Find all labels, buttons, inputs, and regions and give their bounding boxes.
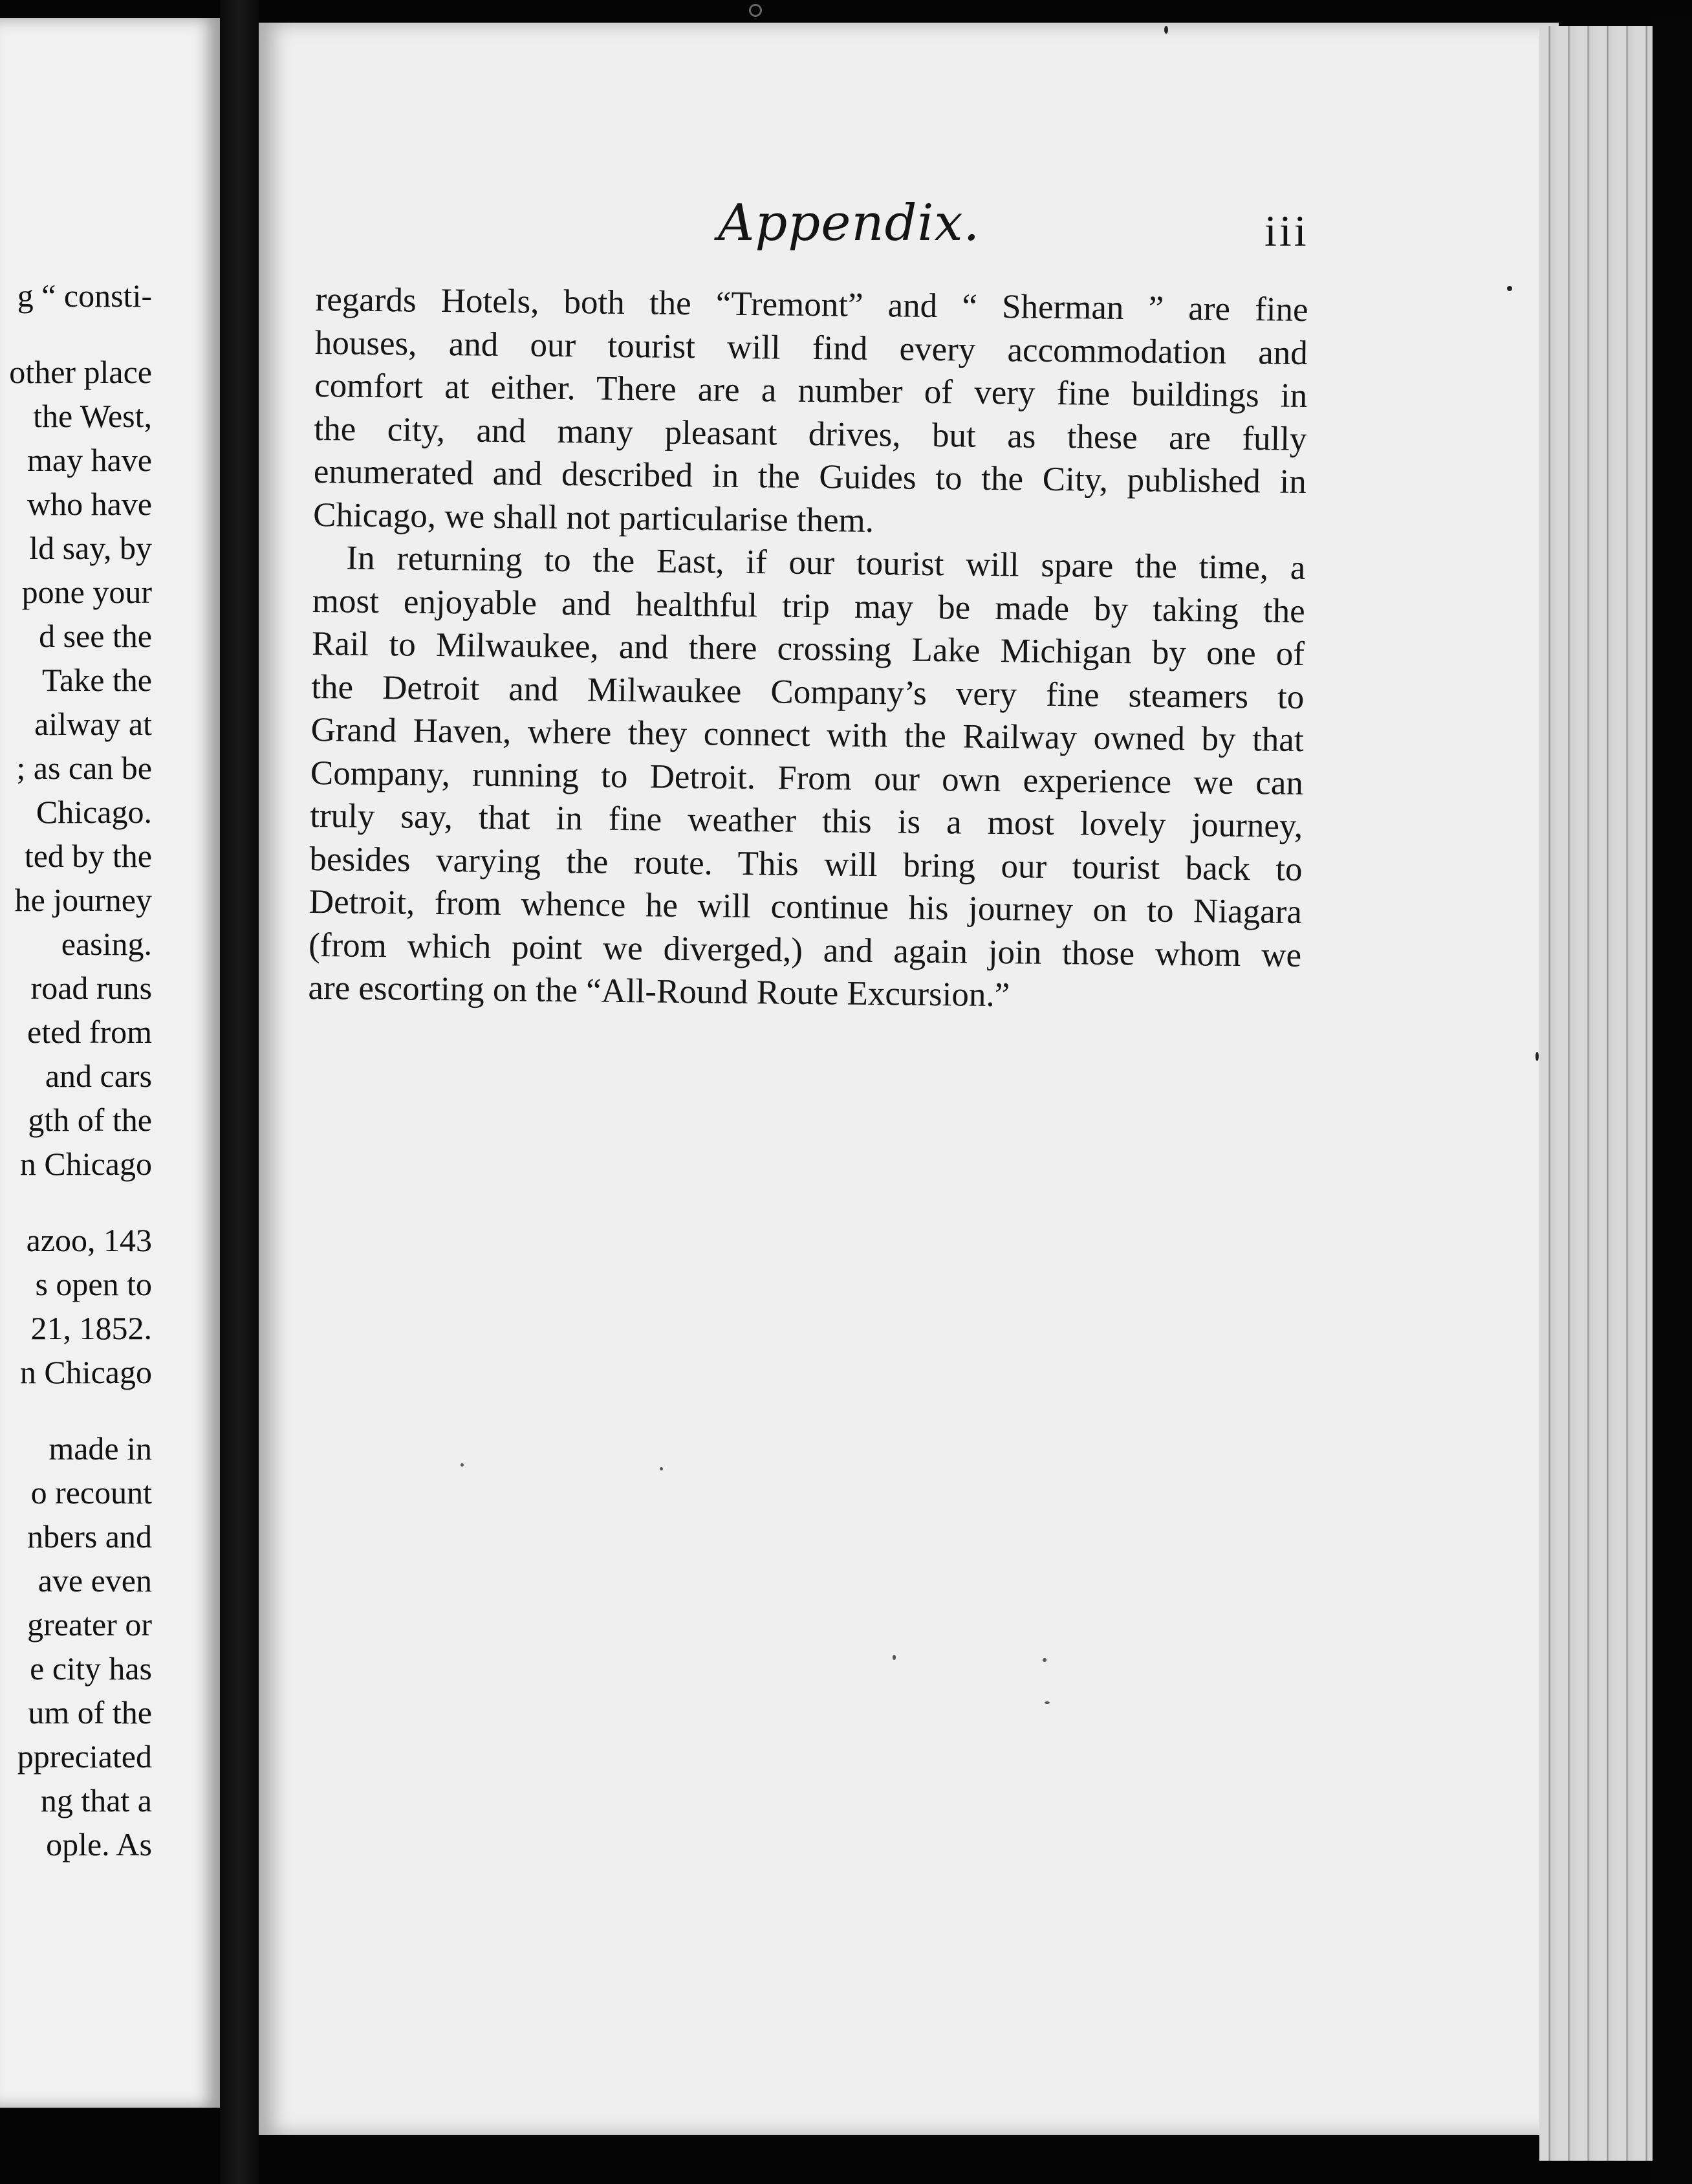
left-page-line: o recount — [30, 1474, 152, 1511]
left-page-line: ng that a — [40, 1782, 152, 1818]
left-page-line: n Chicago — [19, 1146, 152, 1182]
left-page-line: azoo, 143 — [26, 1222, 152, 1258]
left-page-line — [0, 318, 152, 350]
left-page-line: g “ consti- — [17, 278, 152, 314]
paragraph-1 — [313, 278, 1308, 547]
left-page-line: greater or — [27, 1606, 152, 1643]
text-line: are escorting on the “All-Round Route Excursion.” — [308, 968, 1010, 1014]
speck — [1164, 26, 1168, 34]
left-page-line: d see the — [39, 618, 152, 654]
text-line: besides varying the route. This will bring our tourist back to — [309, 840, 1303, 888]
left-page-line: ppreciated — [17, 1738, 152, 1774]
text-line: the city, and many pleasant drives, but as these are fully — [314, 410, 1307, 458]
running-head: Appendix. — [718, 194, 981, 252]
left-page-line: ted by the — [24, 838, 152, 874]
left-page-line: eted from — [27, 1014, 152, 1050]
text-line: Rail to Milwaukee, and there crossing Lake Michigan by one of — [311, 624, 1305, 673]
text-line: Company, running to Detroit. From our own experience we can — [310, 754, 1304, 802]
speck — [1535, 1052, 1539, 1061]
speck — [893, 1655, 896, 1660]
left-page-line: ; as can be — [16, 750, 152, 786]
left-page-line: ave even — [38, 1562, 152, 1599]
text-line: most enjoyable and healthful trip may be made by taking the — [312, 582, 1305, 630]
left-page-line: um of the — [28, 1694, 152, 1731]
text-line: enumerated and described in the Guides to the City, published in — [313, 452, 1307, 501]
text-line: regards Hotels, both the “Tremont” and “ Sherman ” are fine — [315, 280, 1308, 329]
speck — [660, 1467, 663, 1470]
text-line: Grand Haven, where they connect with the Railway owned by that — [310, 710, 1304, 759]
speck — [1043, 1658, 1047, 1662]
left-page-line — [0, 1186, 152, 1218]
left-page-line: Chicago. — [36, 794, 152, 830]
book-gutter — [220, 0, 259, 2184]
text-line: the Detroit and Milwaukee Company’s very fine steamers to — [311, 668, 1305, 716]
left-page-line: gth of the — [28, 1102, 152, 1138]
left-page-line: easing. — [61, 926, 152, 962]
page-edges — [1539, 26, 1658, 2161]
left-page-line: 21, 1852. — [30, 1310, 152, 1346]
left-page-line: made in — [49, 1430, 152, 1467]
text-line: truly say, that in fine weather this is a most lovely journey, — [309, 796, 1303, 846]
left-page-line: other place — [9, 354, 152, 390]
left-page-text — [0, 274, 152, 1866]
left-page-line: may have — [27, 442, 152, 478]
left-page-line: road runs — [30, 970, 152, 1006]
page-number: iii — [1264, 206, 1309, 256]
left-page-line: ld say, by — [29, 530, 152, 566]
left-page-line: who have — [27, 486, 152, 522]
text-line: (from which point we diverged,) and again join those whom we — [308, 926, 1302, 974]
left-page-line: e city has — [30, 1650, 152, 1687]
speck — [1507, 286, 1512, 291]
left-page-line — [0, 1394, 152, 1426]
left-page-line: and cars — [45, 1058, 152, 1094]
left-page-line: ailway at — [34, 706, 152, 742]
text-line: comfort at either. There are a number of very fine buildings in — [314, 366, 1308, 415]
left-page-line: the West, — [33, 398, 152, 434]
page-edge-shadow — [1653, 19, 1692, 2184]
left-page-line: ople. As — [46, 1826, 152, 1862]
body-text — [308, 278, 1308, 1020]
left-page-line: s open to — [35, 1266, 152, 1302]
left-page-line: Take the — [41, 662, 152, 698]
left-page — [0, 18, 220, 2108]
speck — [1045, 1701, 1050, 1704]
paragraph-2 — [308, 536, 1306, 1020]
text-line: houses, and our tourist will find every accommodation and — [314, 323, 1308, 372]
speck — [749, 4, 762, 17]
text-line: In returning to the East, if our tourist will spare the time, a — [346, 539, 1306, 587]
left-page-line: nbers and — [27, 1518, 152, 1555]
left-page-line: n Chicago — [19, 1354, 152, 1390]
text-line: Chicago, we shall not particularise them. — [312, 496, 874, 540]
text-line: Detroit, from whence he will continue his journey on to Niagara — [309, 882, 1303, 932]
left-page-line: pone your — [21, 574, 152, 610]
speck — [461, 1463, 464, 1467]
left-page-line: he journey — [14, 882, 152, 918]
